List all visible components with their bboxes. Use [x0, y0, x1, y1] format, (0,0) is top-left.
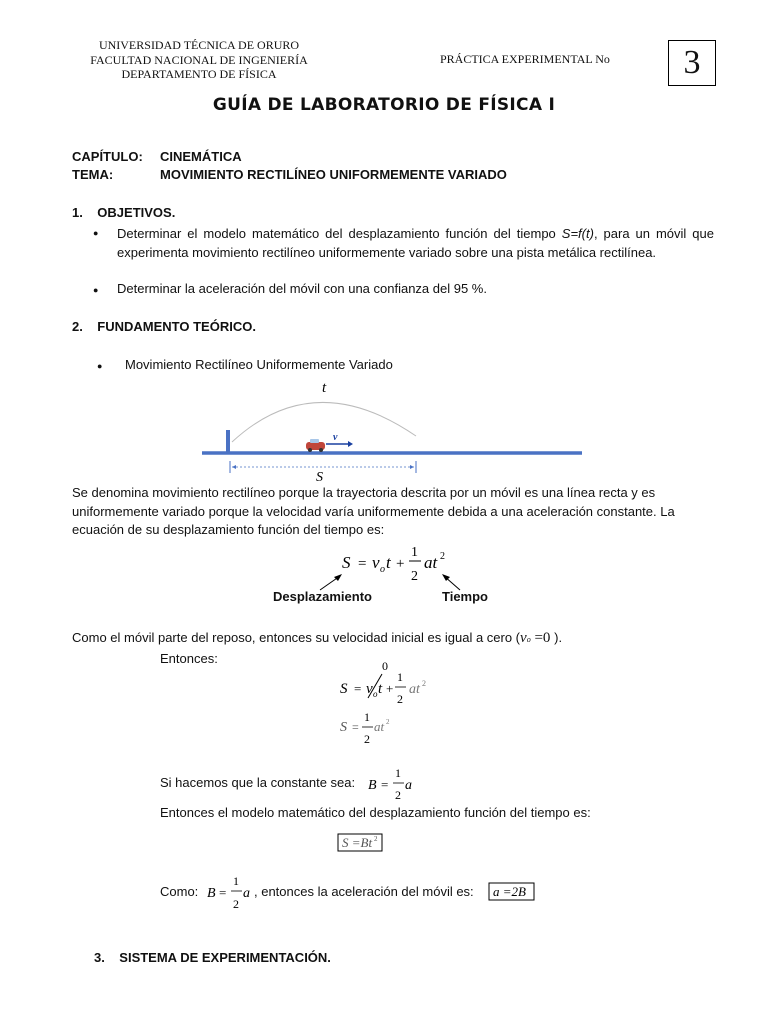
svg-text:2: 2: [364, 732, 370, 746]
start-post: [226, 430, 230, 454]
svg-text:at: at: [374, 719, 385, 734]
s-label: S: [316, 470, 323, 484]
svg-text:=: =: [358, 556, 367, 572]
bullet-icon: ●: [93, 228, 99, 238]
bullet-icon: ●: [93, 285, 99, 295]
section-fundamento-heading: 2. FUNDAMENTO TEÓRICO.: [72, 319, 256, 334]
svg-text:S: S: [342, 553, 351, 572]
entonces-label: Entonces:: [160, 651, 218, 666]
svg-text:v: v: [372, 553, 380, 572]
como-label: Como:: [160, 884, 199, 899]
svg-text:B: B: [368, 778, 377, 793]
faculty-name: FACULTAD NACIONAL DE INGENIERÍA: [90, 52, 308, 67]
constant-equation: [364, 764, 414, 804]
svg-text:at: at: [424, 553, 438, 572]
svg-text:2: 2: [422, 679, 426, 688]
svg-text:1: 1: [411, 545, 418, 560]
objective-item: Determinar la aceleración del móvil con una confianza del 95 %.: [117, 281, 487, 296]
svg-text:2: 2: [374, 835, 378, 843]
institution-header: [60, 38, 338, 82]
svg-text:+: +: [386, 681, 394, 696]
svg-text:S =Bt: S =Bt: [342, 835, 373, 850]
department-name: DEPARTAMENTO DE FÍSICA: [121, 67, 277, 81]
motion-diagram: [198, 376, 590, 484]
objective-item: Determinar el modelo matemático del desplazamiento función del tiempo S=f(t), para un móvil que experimenta movimiento rectilíneo uniformemente variado sobre una pista metálica rectilínea.: [117, 226, 714, 260]
svg-text:a =2B: a =2B: [493, 884, 526, 899]
como-equation: [204, 873, 256, 913]
svg-text:2: 2: [395, 788, 401, 802]
svg-text:=: =: [381, 777, 389, 792]
practica-label: PRÁCTICA EXPERIMENTAL No: [440, 52, 610, 66]
svg-text:v: v: [366, 681, 373, 697]
svg-text:0: 0: [382, 659, 388, 673]
svg-text:o: o: [373, 689, 378, 699]
derivation-equations: [330, 656, 450, 748]
practica-number-box: 3: [668, 40, 716, 86]
fundamento-bullet-text: Movimiento Rectilíneo Uniformemente Variado: [125, 357, 393, 372]
displacement-label: Desplazamiento: [273, 589, 372, 604]
time-label: Tiempo: [442, 589, 488, 604]
svg-text:a: a: [405, 778, 412, 793]
como-sentence: , entonces la aceleración del móvil es:: [254, 884, 474, 899]
chapter-label: CAPÍTULO:: [72, 149, 143, 164]
mruv-paragraph: Se denomina movimiento rectilíneo porque la trayectoria descrita por un móvil es una línea recta y es uniformemente variado porque la velocidad varía uniformemente debida a una aceleración constante. La ecuación de su desplazamiento función del tiempo es:: [72, 485, 675, 537]
acceleration-equation-box: [487, 881, 537, 903]
section-objetivos-heading: 1. OBJETIVOS.: [72, 205, 176, 220]
svg-text:B: B: [207, 886, 216, 901]
svg-text:+: +: [396, 556, 405, 572]
page-title: GUÍA DE LABORATORIO DE FÍSICA I: [212, 95, 556, 115]
svg-text:2: 2: [233, 897, 239, 911]
svg-text:2: 2: [440, 551, 445, 562]
svg-text:o: o: [380, 564, 385, 575]
svg-text:2: 2: [411, 569, 418, 584]
svg-text:S: S: [340, 720, 347, 735]
svg-text:t: t: [386, 553, 391, 572]
topic-value: MOVIMIENTO RECTILÍNEO UNIFORMEMENTE VARIADO: [160, 167, 507, 182]
model-sentence: Entonces el modelo matemático del desplazamiento función del tiempo es:: [160, 805, 591, 820]
svg-text:S: S: [340, 681, 348, 697]
bullet-icon: ●: [97, 361, 103, 371]
svg-text:1: 1: [395, 766, 401, 780]
svg-text:at: at: [409, 682, 420, 697]
svg-text:1: 1: [233, 874, 239, 888]
topic-label: TEMA:: [72, 167, 114, 182]
v-label: v: [333, 432, 338, 443]
rest-sentence: Como el móvil parte del reposo, entonces su velocidad inicial es igual a cero (vo =0 ).: [72, 630, 563, 646]
svg-text:1: 1: [364, 710, 370, 724]
svg-text:a: a: [243, 886, 250, 901]
university-name: UNIVERSIDAD TÉCNICA DE ORURO: [98, 38, 300, 52]
svg-text:2: 2: [397, 692, 403, 706]
section-sistema-heading: 3. SISTEMA DE EXPERIMENTACIÓN.: [94, 950, 331, 965]
chapter-value: CINEMÁTICA: [160, 149, 242, 164]
model-equation-box: [336, 832, 386, 854]
svg-text:=: =: [352, 720, 359, 734]
svg-text:1: 1: [397, 670, 403, 684]
constant-sentence: Si hacemos que la constante sea:: [160, 775, 356, 790]
svg-text:=: =: [354, 681, 362, 696]
svg-text:=: =: [219, 885, 227, 900]
svg-text:t: t: [378, 681, 383, 697]
t-label: t: [322, 380, 327, 396]
svg-text:2: 2: [386, 718, 390, 726]
